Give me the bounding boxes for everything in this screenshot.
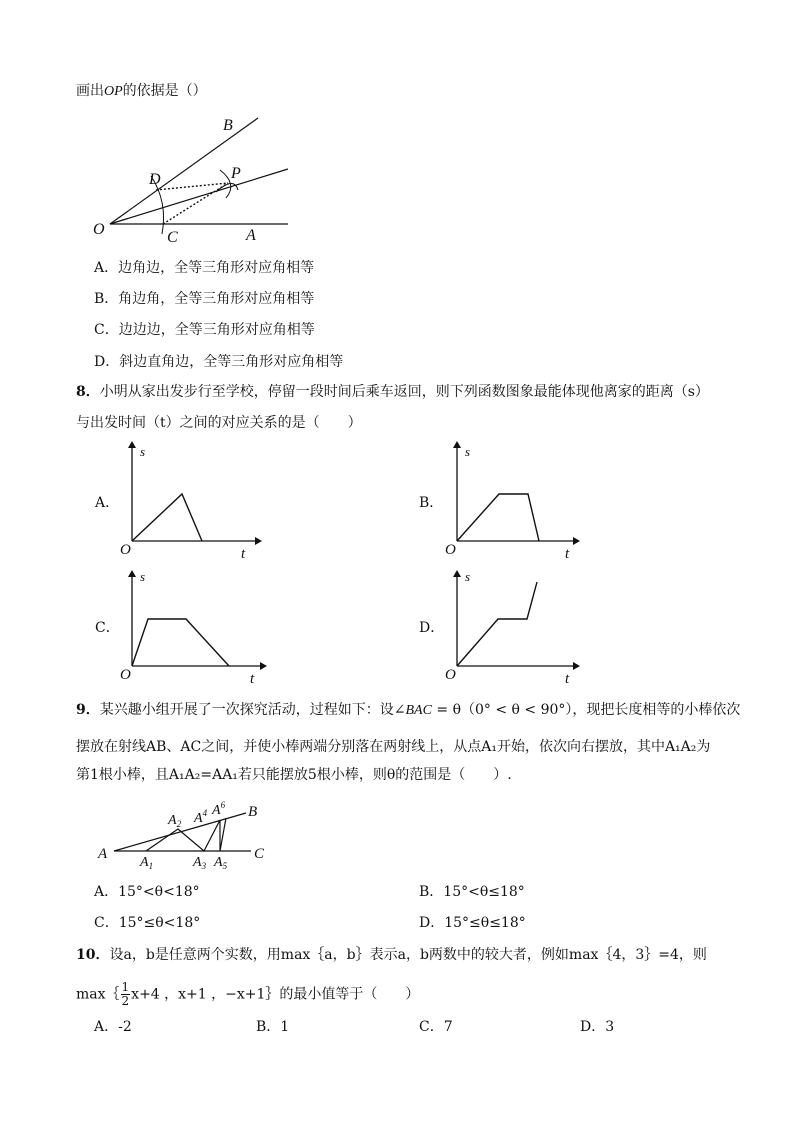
q7-label-D: D — [149, 171, 161, 188]
q10-line1-text: 设a，b是任意两个实数，用max｛a，b｝表示a，b两数中的较大者，例如max｛4，3｝=4，则 — [109, 947, 707, 963]
q10-line2 — [76, 981, 419, 1008]
q8-line1 — [76, 382, 709, 402]
q10-line2-post: x+4 ，x+1 ，−x+1｝的最小值等于（ ） — [131, 986, 420, 1003]
q10-option-a: A．-2 — [94, 1019, 132, 1035]
q7-stem-post: 的依据是（） — [122, 83, 207, 99]
q9-sticks-figure — [96, 800, 276, 872]
q8-graph-d-origin: O — [445, 667, 456, 683]
q8-graph-b — [443, 440, 583, 560]
q9-option-b: B．15°<θ≤18° — [419, 884, 525, 900]
q7-stem-pre: 画出 — [76, 83, 104, 99]
q8-graph-b-line — [457, 494, 539, 541]
q9-line1 — [76, 700, 740, 721]
q9-label-A6: $A^6$ — [212, 800, 226, 818]
q7-label-A: A — [246, 227, 256, 244]
q9-label-A1: $A_1$ — [140, 855, 154, 871]
q9-label-C: C — [254, 846, 265, 862]
q8-graph-d-letter: D． — [419, 620, 445, 636]
q8-graph-c — [118, 565, 268, 685]
q9-label-A3: $A_3$ — [193, 855, 207, 871]
q8-graph-c-ylabel: s — [140, 569, 146, 584]
q9-line1-bac: BAC — [405, 703, 432, 718]
q10-line1 — [76, 945, 707, 965]
q8-graph-a-origin: O — [120, 542, 131, 558]
q8-graph-b-ylabel: s — [465, 444, 471, 459]
q10-option-b: B．1 — [256, 1019, 290, 1035]
q8-graph-a-xlabel: t — [241, 546, 246, 562]
q8-line2: 与出发时间（t）之间的对应关系的是（ ） — [76, 415, 362, 431]
q9-label-A2: $A_2$ — [168, 813, 182, 829]
q8-graph-b-letter: B． — [419, 495, 444, 511]
q8-graph-b-origin: O — [445, 542, 456, 558]
q9-line1-a: 某兴趣小组开展了一次探究活动，过程如下：设∠ — [99, 702, 406, 718]
q8-graph-c-origin: O — [120, 667, 131, 683]
q8-graph-a-ylabel: s — [140, 444, 146, 459]
q8-graph-d — [443, 565, 583, 685]
q10-option-d: D．3 — [580, 1019, 615, 1035]
q8-graph-a — [118, 440, 258, 560]
q7-stem-var: OP — [104, 84, 123, 99]
q7-angle-figure — [88, 110, 308, 250]
q9-label-A: A — [98, 846, 108, 862]
q7-option-c: C．边边边，全等三角形对应角相等 — [94, 322, 315, 338]
q7-label-O: O — [93, 221, 105, 238]
q9-option-d: D．15°≤θ≤18° — [419, 915, 526, 931]
q7-label-B: B — [223, 117, 233, 134]
q9-line2: 摆放在射线AB、AC之间，并使小棒两端分别落在两射线上，从点A₁开始，依次向右摆放，其中A₁A₂为 — [76, 739, 711, 755]
q10-fraction — [121, 981, 131, 1008]
q8-line1-text: 小明从家出发步行至学校，停留一段时间后乘车返回，则下列函数图象最能体现他离家的距离（s） — [99, 384, 709, 400]
q9-line3: 第1根小棒，且A₁A₂=AA₁若只能摆放5根小棒，则θ的范围是（ ）. — [76, 767, 512, 783]
q7-stem — [76, 81, 207, 102]
q9-label-A5: $A_5$ — [214, 855, 228, 871]
q10-fraction-denominator: 2 — [121, 994, 130, 1008]
q7-option-b: B．角边角，全等三角形对应角相等 — [94, 291, 315, 307]
q7-option-d: D．斜边直角边，全等三角形对应角相等 — [94, 354, 344, 370]
q8-graph-c-letter: C． — [95, 620, 120, 636]
q10-number: 10． — [76, 947, 110, 963]
q8-number: 8． — [76, 384, 100, 400]
q8-graph-b-xlabel: t — [565, 546, 570, 562]
q8-graph-a-line — [132, 494, 202, 541]
q9-option-a: A．15°<θ<18° — [94, 884, 200, 900]
q9-number: 9． — [76, 702, 100, 718]
q8-graph-c-line — [132, 619, 229, 666]
q8-graph-d-ylabel: s — [465, 569, 471, 584]
q8-graph-d-line — [457, 582, 537, 666]
q7-option-a: A．边角边，全等三角形对应角相等 — [94, 260, 315, 276]
q7-label-C: C — [167, 229, 178, 246]
q9-option-c: C．15°≤θ<18° — [94, 915, 201, 931]
q8-graph-c-xlabel: t — [250, 671, 255, 687]
q8-graph-d-xlabel: t — [565, 671, 570, 687]
q8-graph-a-letter: A． — [95, 495, 120, 511]
q9-label-A4: $A^4$ — [194, 808, 208, 826]
q9-label-B: B — [248, 804, 258, 820]
q10-option-c: C．7 — [419, 1019, 453, 1035]
q7-label-P: P — [231, 165, 241, 182]
q10-line2-pre: max｛ — [76, 986, 120, 1003]
q9-line1-b: = θ（0° < θ < 90°），现把长度相等的小棒依次 — [431, 702, 741, 718]
q10-fraction-numerator: 1 — [121, 980, 130, 994]
